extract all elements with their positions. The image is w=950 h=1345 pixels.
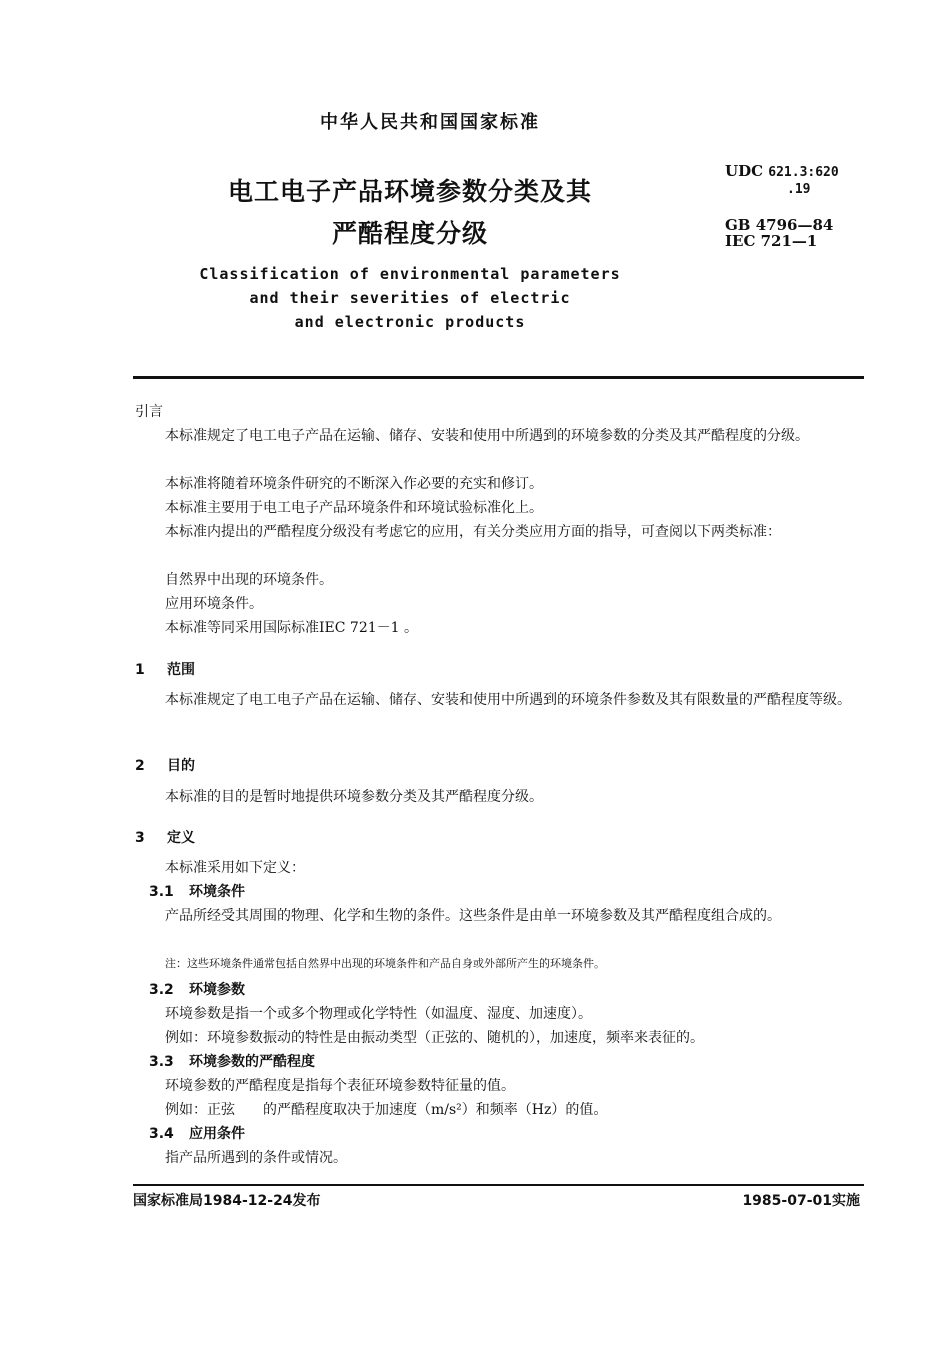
section-title: 环境参数的严酷程度: [189, 1054, 315, 1070]
section-number: 3: [135, 830, 145, 846]
section-3-text: 本标准采用如下定义：: [165, 860, 305, 876]
national-standard-heading: 中华人民共和国国家标准: [320, 112, 540, 133]
section-3-2-text-2: 例如：环境参数振动的特性是由振动类型（正弦的、随机的），加速度，频率来表征的。: [165, 1030, 704, 1046]
section-title: 应用条件: [189, 1126, 245, 1142]
gb-code: GB 4796—84: [725, 216, 834, 234]
intro-paragraph-1: 本标准规定了电工电子产品在运输、储存、安装和使用中所遇到的环境参数的分类及其严酷程度的分级。: [165, 428, 809, 444]
section-title: 范围: [167, 662, 195, 678]
udc-value: 621.3:620: [768, 165, 839, 180]
section-number: 3.4: [149, 1126, 174, 1142]
section-3-heading: [135, 826, 195, 850]
udc-value2: .19: [787, 182, 811, 197]
bottom-rule: [133, 1184, 864, 1186]
udc-value-cont: [787, 180, 810, 198]
section-3-1-note: 注：这些环境条件通常包括自然界中出现的环境条件和产品自身或外部所产生的环境条件。: [165, 957, 605, 970]
section-3-4-heading: [149, 1122, 245, 1146]
section-3-2-heading: [149, 978, 245, 1002]
section-number: 3.2: [149, 982, 174, 998]
title-en-line2: and their severities of electric: [249, 289, 571, 307]
section-title: 定义: [167, 830, 195, 846]
section-3-2-text-1: 环境参数是指一个或多个物理或化学特性（如温度、湿度、加速度）。: [165, 1006, 592, 1022]
udc-label: UDC: [725, 162, 764, 180]
section-1-text: 本标准规定了电工电子产品在运输、储存、安装和使用中所遇到的环境条件参数及其有限数量的严酷程度等级。: [165, 692, 851, 708]
title-zh-line1: 电工电子产品环境参数分类及其: [227, 177, 592, 206]
section-3-3-text-2: 例如：正弦 的严酷程度取决于加速度（m/s²）和频率（Hz）的值。: [165, 1102, 608, 1118]
section-3-3-text-1: 环境参数的严酷程度是指每个表征环境参数特征量的值。: [165, 1078, 515, 1094]
iec-code: IEC 721—1: [725, 232, 818, 250]
section-3-3-heading: [149, 1050, 315, 1074]
section-title: 环境条件: [189, 884, 245, 900]
intro-paragraph-2: 本标准将随着环境条件研究的不断深入作必要的充实和修订。: [165, 476, 543, 492]
intro-paragraph-5: 本标准等同采用国际标准IEC 721－1 。: [165, 620, 418, 636]
section-1-heading: [135, 658, 195, 682]
section-number: 2: [135, 758, 145, 774]
section-number: 3.1: [149, 884, 174, 900]
udc-code: [725, 163, 839, 181]
intro-paragraph-3: 本标准主要用于电工电子产品环境条件和环境试验标准化上。: [165, 500, 543, 516]
intro-paragraph-4: 本标准内提出的严酷程度分级没有考虑它的应用，有关分类应用方面的指导，可查阅以下两类标准：: [165, 524, 781, 540]
intro-heading: 引言: [135, 404, 163, 420]
section-3-1-text: 产品所经受其周围的物理、化学和生物的条件。这些条件是由单一环境参数及其严酷程度组合成的。: [165, 908, 781, 924]
title-en-line3: and electronic products: [294, 313, 526, 331]
section-2-heading: [135, 754, 195, 778]
section-2-text: 本标准的目的是暂时地提供环境参数分类及其严酷程度分级。: [165, 789, 543, 805]
section-number: 3.3: [149, 1054, 174, 1070]
section-3-4-text: 指产品所遇到的条件或情况。: [165, 1150, 347, 1166]
issued-date: 国家标准局1984-12-24发布: [133, 1193, 321, 1209]
document-body: [135, 400, 865, 1170]
section-number: 1: [135, 662, 145, 678]
intro-list-item-1: 自然界中出现的环境条件。: [165, 572, 333, 588]
section-title: 目的: [167, 758, 195, 774]
intro-list-item-2: 应用环境条件。: [165, 596, 263, 612]
top-rule: [133, 376, 864, 379]
title-zh-line2: 严酷程度分级: [331, 219, 488, 248]
effective-date: 1985-07-01实施: [742, 1193, 860, 1209]
title-en-line1: Classification of environmental parameters: [199, 265, 621, 283]
section-3-1-heading: [149, 880, 245, 904]
section-title: 环境参数: [189, 982, 245, 998]
